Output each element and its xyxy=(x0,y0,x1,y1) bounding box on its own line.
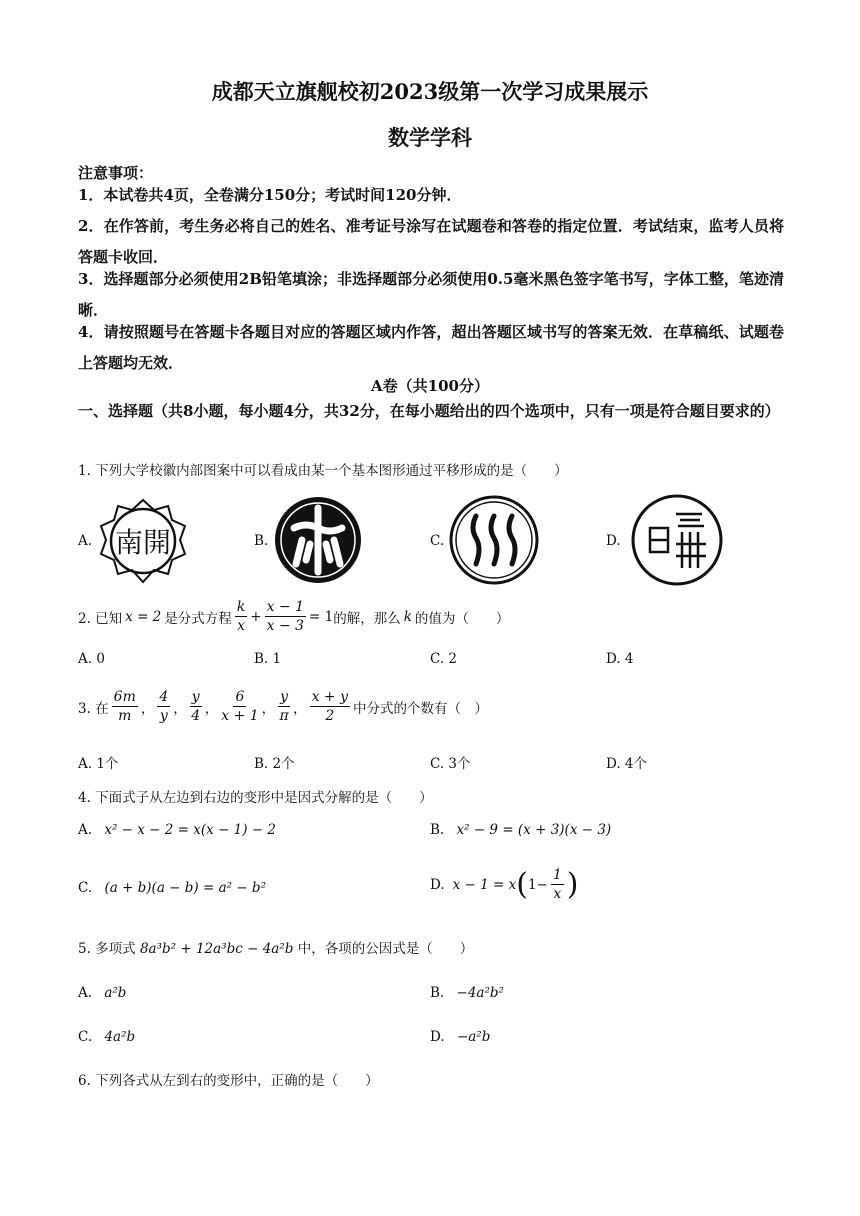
q3-frac5-den: π xyxy=(279,708,289,724)
q3-fraction-1 xyxy=(112,688,138,725)
q3-frac4-den: x + 1 xyxy=(221,708,259,724)
q3-frac3-den: 4 xyxy=(191,708,201,724)
q2-plus: + xyxy=(250,608,262,625)
q3-frac3-num: y xyxy=(191,689,200,705)
q2-option-a: A. 0 xyxy=(78,651,105,667)
q5-option-b-label: B. xyxy=(430,985,445,1001)
question-1-stem: 1. 下列大学校徽内部图案中可以看成由某一个基本图形通过平移形成的是（ ） xyxy=(78,463,568,479)
q5-polynomial: 8a³b² + 12a³bc − 4a²b xyxy=(139,941,294,957)
q2-option-c: C. 2 xyxy=(430,651,458,667)
q3-frac6-den: 2 xyxy=(325,708,335,724)
q2-frac2-den: x − 3 xyxy=(266,618,305,634)
q5-option-b-expr: −4a²b² xyxy=(456,985,504,1001)
note-item-1: 1．本试卷共4页，全卷满分150分；考试时间120分钟． xyxy=(78,186,462,204)
q4-option-c xyxy=(78,880,266,896)
q5-stem-pre: 5. 多项式 xyxy=(78,941,136,957)
q4-d-frac-den: x xyxy=(553,886,562,902)
q3-frac6-num: x + y xyxy=(311,689,348,705)
q2-fraction-2 xyxy=(265,598,306,635)
q5-option-d xyxy=(430,1029,490,1045)
q4-option-d-fraction xyxy=(551,866,564,903)
q4-option-b-label: B. xyxy=(430,822,445,838)
q5-option-a-label: A. xyxy=(78,985,93,1001)
q1-option-a-label: A. xyxy=(78,533,93,549)
q3-frac4-num: 6 xyxy=(235,689,245,705)
q1-option-b-label: B. xyxy=(254,533,269,549)
q3-frac5-num: y xyxy=(280,689,289,705)
q1-option-c-label: C. xyxy=(430,533,445,549)
subject-title: 数学学科 xyxy=(388,125,472,150)
q4-paren-right: ) xyxy=(566,866,579,902)
q3-frac1-num: 6m xyxy=(113,689,136,705)
q4-option-a-label: A. xyxy=(78,822,93,838)
q2-frac1-num: k xyxy=(236,599,246,615)
exam-title: 成都天立旗舰校初2023级第一次学习成果展示 xyxy=(211,79,649,104)
q3-sep: ， xyxy=(140,700,155,717)
q3-stem-post: 中分式的个数有（ ） xyxy=(353,700,488,717)
water-emblem-icon xyxy=(448,494,540,586)
q2-stem-pre: 2. 已知 xyxy=(78,610,123,627)
q2-eq: = 1 xyxy=(309,608,334,625)
q3-fraction-5 xyxy=(278,688,290,725)
q3-option-b: B. 2个 xyxy=(254,756,295,772)
q2-stem-end: 的值为（ ） xyxy=(414,610,510,627)
q2-frac1-den: x xyxy=(237,618,245,634)
q2-stem-post: 的解，那么 xyxy=(333,610,401,627)
q4-option-d-one: 1− xyxy=(527,876,548,893)
q2-frac2-num: x − 1 xyxy=(266,599,305,615)
notes-heading: 注意事项： xyxy=(78,164,154,182)
q4-option-a-expr: x² − x − 2 = x(x − 1) − 2 xyxy=(104,822,276,838)
q4-option-d-label: D. xyxy=(430,876,445,893)
q5-stem-post: 中，各项的公因式是（ ） xyxy=(297,941,474,957)
svg-text:南開: 南開 xyxy=(114,526,172,559)
q5-option-a xyxy=(78,985,126,1001)
note-item-4: 4．请按照题号在答题卡各题目对应的答题区域内作答，超出答题区域书写的答案无效．在草稿纸、试题卷上答题均无效． xyxy=(78,323,784,372)
section-a-heading: A卷（共100分） xyxy=(371,377,489,395)
question-6-stem: 6. 下列各式从左到右的变形中，正确的是（ ） xyxy=(78,1073,379,1089)
q4-option-a xyxy=(78,822,276,838)
question-5-stem xyxy=(78,937,473,957)
q3-stem-pre: 3. 在 xyxy=(78,700,109,717)
q2-option-d: D. 4 xyxy=(606,651,634,667)
q2-given: x = 2 xyxy=(125,608,162,625)
q3-option-a: A. 1个 xyxy=(78,756,119,772)
q2-option-b: B. 1 xyxy=(254,651,282,667)
q2-stem-mid: 是分式方程 xyxy=(164,610,232,627)
note-item-2: 2．在作答前，考生务必将自己的姓名、准考证号涂写在试题卷和答卷的指定位置．考试结束，监考人员将答题卡收回． xyxy=(78,217,784,266)
q4-d-frac-num: 1 xyxy=(552,867,562,883)
q3-fraction-6 xyxy=(310,688,350,725)
q2-k: k xyxy=(403,608,412,625)
q4-option-c-expr: (a + b)(a − b) = a² − b² xyxy=(104,880,266,896)
q4-option-b xyxy=(430,822,611,838)
q3-fraction-4 xyxy=(221,688,258,725)
q5-option-d-expr: −a²b xyxy=(456,1029,491,1045)
question-3-stem xyxy=(78,688,488,725)
q3-sep: ， xyxy=(204,700,219,717)
q3-sep: ， xyxy=(261,700,276,717)
ancient-script-emblem-icon xyxy=(630,494,724,586)
q4-option-d-expr: x − 1 = x xyxy=(452,876,517,893)
q3-sep: ， xyxy=(293,700,307,717)
q5-option-c xyxy=(78,1029,135,1045)
q3-frac1-den: m xyxy=(118,708,132,724)
question-2-stem xyxy=(78,598,509,635)
section-1-heading: 一、选择题（共8小题，每小题4分，共32分，在每小题给出的四个选项中，只有一项是符合题目要求的） xyxy=(78,402,780,420)
q5-option-b xyxy=(430,985,504,1001)
q3-sep: ， xyxy=(173,700,187,717)
q5-option-c-expr: 4a²b xyxy=(104,1029,136,1045)
q4-option-d xyxy=(430,866,579,903)
question-4-stem: 4. 下面式子从左边到右边的变形中是因式分解的是（ ） xyxy=(78,790,433,806)
q3-option-c: C. 3个 xyxy=(430,756,471,772)
q3-frac2-den: y xyxy=(159,708,168,724)
note-item-3: 3．选择题部分必须使用2B铅笔填涂；非选择题部分必须使用0.5毫米黑色签字笔书写，字体工整，笔迹清晰． xyxy=(78,270,784,319)
q4-paren-left: ( xyxy=(516,866,528,902)
q3-fraction-2 xyxy=(157,688,170,725)
q5-option-c-label: C. xyxy=(78,1029,93,1045)
q3-frac2-num: 4 xyxy=(159,689,169,705)
q3-fraction-3 xyxy=(190,688,202,725)
q3-option-d: D. 4个 xyxy=(606,756,648,772)
q2-fraction-1 xyxy=(235,598,247,635)
q5-option-d-label: D. xyxy=(430,1029,445,1045)
q4-option-c-label: C. xyxy=(78,880,93,896)
q4-option-b-expr: x² − 9 = (x + 3)(x − 3) xyxy=(456,822,612,838)
nankai-emblem-icon xyxy=(96,496,190,586)
q5-option-a-expr: a²b xyxy=(104,985,127,1001)
peking-emblem-icon xyxy=(272,494,364,586)
q1-option-d-label: D. xyxy=(606,533,621,549)
